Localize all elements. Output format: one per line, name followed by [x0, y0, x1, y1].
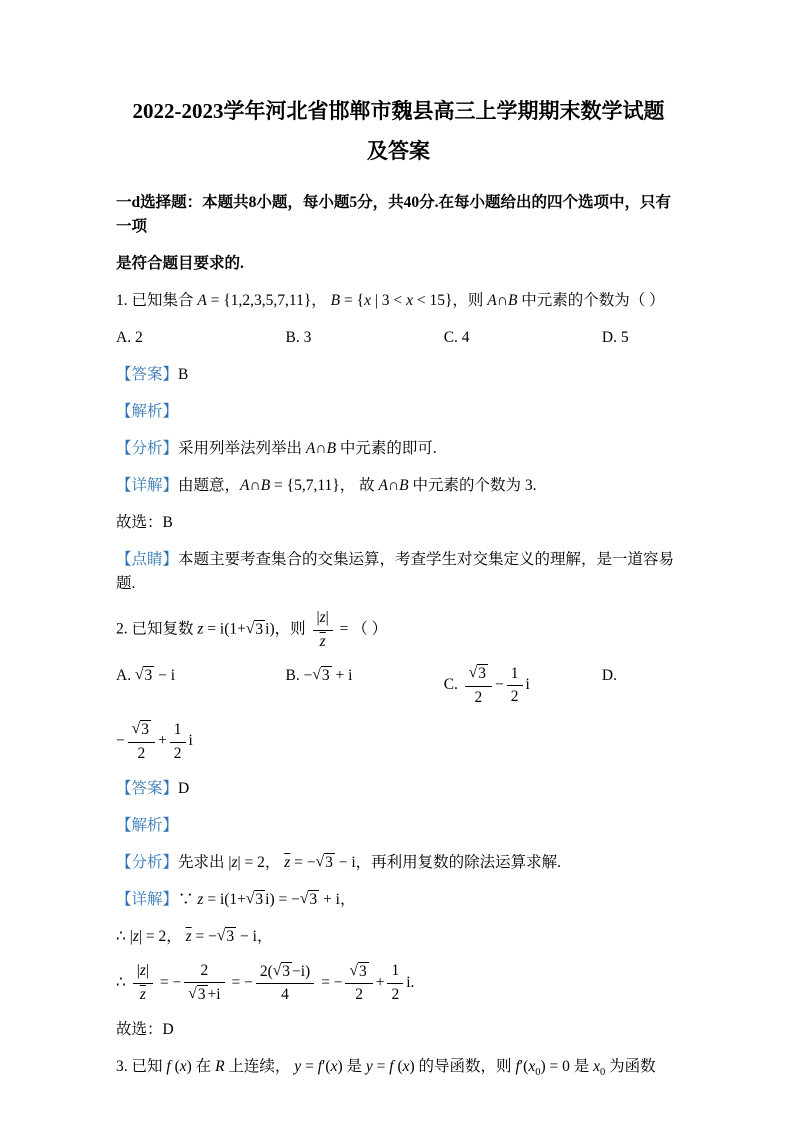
numerator: [345, 962, 372, 985]
radicand: 3: [321, 667, 330, 685]
radicand: 3: [282, 962, 290, 980]
answer-tag: 【解析】: [116, 402, 179, 420]
radicand: 3: [358, 962, 367, 980]
sqrt-expression: [135, 664, 154, 688]
radicand: 3: [255, 890, 264, 908]
question-1-option-b: B. 3: [285, 328, 312, 346]
subscript: 0: [535, 1067, 541, 1078]
answer-tag: 【分析】: [116, 853, 179, 871]
sqrt-expression: [217, 925, 236, 949]
fraction: [170, 721, 186, 763]
question-2-option-c: C. $\frac{√3}{2}$ − $\frac{1}{2}$ i: [443, 664, 530, 706]
math-variable: A: [197, 291, 207, 309]
radicand: 3: [309, 890, 318, 908]
math-variable: x: [402, 1057, 410, 1075]
math-variable: f: [515, 1057, 520, 1075]
radicand: 3: [325, 853, 333, 871]
radical-sign-icon: √: [216, 926, 226, 944]
answer-1: 【答案】B: [116, 365, 189, 383]
math-variable: z: [132, 927, 139, 945]
fraction: [387, 962, 403, 1004]
conjugate-variable: z: [319, 632, 326, 650]
answer-tag: 【详解】: [116, 477, 179, 494]
numerator: 1: [507, 665, 523, 687]
math-variable: x: [528, 1057, 536, 1075]
conjugate-variable: $\overline{z}$: [284, 853, 291, 871]
radical-sign-icon: √: [131, 720, 141, 738]
question-2-option-a: A. √3 − i: [116, 664, 286, 688]
answer-tag: 【分析】: [116, 439, 179, 457]
denominator: 2: [474, 688, 483, 706]
radicand: 3: [255, 620, 264, 638]
radical-sign-icon: √: [299, 889, 309, 907]
detail-2-line2: ∴ |z| = 2， $\overline{z} = -√3 - i$，: [116, 925, 681, 949]
radicand: 3: [478, 665, 487, 683]
question-2-options: [116, 664, 681, 707]
fraction: [313, 609, 333, 651]
denominator: 2: [510, 688, 519, 706]
radical-sign-icon: √: [245, 889, 255, 907]
numerator: |z|: [313, 609, 333, 631]
question-1-option-d: D. 5: [601, 328, 629, 346]
denominator: 2: [355, 986, 363, 1004]
numerator: [128, 720, 155, 743]
math-variable: x: [179, 1057, 187, 1075]
math-variable: x: [330, 1057, 338, 1075]
sqrt-expression: [246, 618, 265, 642]
question-2-option-d-continued: − $\frac{√3}{2}$ + $\frac{1}{2}$ i: [116, 720, 193, 763]
numerator: [465, 664, 492, 687]
sqrt-expression: [469, 664, 488, 684]
fraction: [184, 962, 224, 1005]
fraction: [256, 962, 314, 1005]
section-intro-line1: 一d选择题：本题共8小题，每小题5分，共40分.在每小题给出的四个选项中，只有一项: [116, 193, 671, 235]
math-variable: y: [365, 1057, 373, 1075]
math-variable: z: [231, 853, 238, 871]
sqrt-expression: [316, 851, 335, 875]
math-variable: A: [378, 477, 388, 494]
document-title-line1: 2022-2023学年河北省邯郸市魏县高三上学期期末数学试题: [132, 99, 665, 123]
answer-tag: 【答案】: [116, 779, 179, 797]
answer-tag: 【点睛】: [116, 551, 179, 569]
radical-sign-icon: √: [188, 985, 197, 1003]
numerator: 2: [184, 962, 224, 984]
denominator: 4: [281, 986, 289, 1004]
analysis-label-2: [116, 814, 681, 838]
math-variable: B: [326, 439, 337, 457]
denominator: [313, 631, 333, 652]
math-variable: z: [139, 962, 146, 980]
note-1: 【点睛】本题主要考查集合的交集运算，考查学生对交集定义的理解，是一道容易题.: [116, 551, 675, 593]
numerator: 1: [387, 962, 403, 984]
question-3: 3. 已知 f (x) 在 R 上连续， y = f′(x) 是 y = f (x) 的导函数，则 $f'(x_0) = 0$ 是 $x_0$ 为函数: [116, 1057, 656, 1078]
math-variable: A: [305, 439, 316, 457]
math-variable: x: [364, 291, 371, 309]
radical-sign-icon: √: [349, 961, 358, 979]
radicand: 3: [144, 667, 153, 685]
answer-tag: 【详解】: [116, 890, 179, 908]
radicand: 3: [226, 927, 235, 945]
math-variable: x: [593, 1057, 601, 1075]
math-variable: B: [330, 291, 341, 309]
math-variable: f: [317, 1057, 322, 1075]
denominator: 2: [173, 744, 182, 762]
math-variable: B: [507, 291, 518, 309]
math-variable: z: [197, 890, 204, 908]
radicand: 3: [141, 721, 150, 739]
answer-tag: 【解析】: [116, 816, 179, 834]
numerator: 1: [170, 721, 186, 743]
sqrt-expression: [312, 664, 331, 688]
radicand: 3: [197, 986, 206, 1004]
detail-2-line3: ∴ $\frac{|z|}{z}$ = − $\frac{2}{√3 +i}$ = − $\frac{2(√3 -i)}{4}$ = − $\frac{√3}{2}$ + $\frac{1}{2}$ i.: [116, 961, 415, 1004]
denominator: √3 +i: [188, 985, 221, 1004]
math-variable: y: [294, 1057, 302, 1075]
sqrt-expression: [273, 962, 292, 982]
question-1: 1. 已知集合 A = {1,2,3,5,7,11}， B = {x | 3 < x < 15}，则 A∩B 中元素的个数为（ ）: [116, 291, 665, 309]
conjugate-variable: $\overline{z}$: [185, 927, 192, 945]
math-variable: B: [399, 477, 409, 494]
sqrt-expression: [349, 962, 368, 982]
math-variable: f: [166, 1057, 171, 1075]
sqrt-expression: [300, 888, 319, 912]
detail-2-line1: 【详解】∵ z = i(1+√3 i) = −√3 + i，: [116, 888, 681, 912]
document-body: [116, 191, 681, 1081]
detail-1: 【详解】由题意，A∩B = {5,7,11}， 故 A∩B 中元素的个数为 3.: [116, 477, 537, 494]
denominator: 2: [137, 745, 146, 763]
math-variable: A: [240, 477, 250, 494]
fraction: [345, 962, 372, 1005]
radical-sign-icon: √: [134, 666, 144, 684]
denominator: [133, 984, 153, 1005]
radical-sign-icon: √: [315, 852, 325, 870]
fraction: [465, 664, 492, 707]
radical-sign-icon: √: [312, 666, 321, 684]
numerator: 2(√3 −i): [256, 962, 314, 985]
numerator: |z|: [133, 962, 153, 984]
question-1-option-a: A. 2: [116, 328, 143, 346]
math-variable: B: [260, 477, 271, 494]
conjugate-variable: z: [139, 985, 146, 1003]
analysis-label-1: [116, 400, 681, 424]
denominator: 2: [391, 985, 400, 1003]
math-variable: R: [215, 1057, 225, 1075]
answer-tag: 【答案】: [116, 365, 179, 383]
analysis-1: 【分析】采用列举法列举出 A∩B 中元素的即可.: [116, 439, 437, 457]
radical-sign-icon: √: [245, 619, 255, 637]
analysis-2: 【分析】先求出 |z| = 2， $\overline{z} = -√3 - i$，再利用复数的除法运算求解.: [116, 851, 681, 875]
fraction: [133, 962, 153, 1004]
sqrt-expression: [246, 888, 265, 912]
math-variable: z: [197, 620, 204, 638]
sqrt-expression: [132, 720, 151, 740]
math-variable: z: [319, 609, 326, 627]
math-variable: A: [487, 291, 497, 309]
math-variable: f: [389, 1057, 394, 1075]
section-intro-line2: 是符合题目要求的.: [116, 254, 244, 272]
question-1-option-c: C. 4: [443, 328, 470, 346]
conclusion-1: 故选：B: [116, 514, 173, 532]
fraction: [507, 665, 523, 707]
radical-sign-icon: √: [272, 961, 282, 979]
answer-2: 【答案】D: [116, 779, 190, 797]
question-2-option-d: D.: [601, 667, 617, 685]
question-1-options: [116, 326, 681, 350]
document-title-line2: 及答案: [367, 139, 430, 164]
question-2-option-b: B. −√3 + i: [286, 664, 444, 688]
subscript: 0: [600, 1067, 606, 1078]
sqrt-expression: [188, 985, 207, 1005]
fraction: [128, 720, 155, 763]
radical-sign-icon: √: [468, 664, 478, 682]
math-variable: x: [406, 291, 413, 309]
conclusion-2: 故选：D: [116, 1020, 174, 1038]
question-2: 2. 已知复数 z = i(1+√3 i)，则 $\frac{|z|}{z}$ = （ ）: [116, 609, 388, 650]
